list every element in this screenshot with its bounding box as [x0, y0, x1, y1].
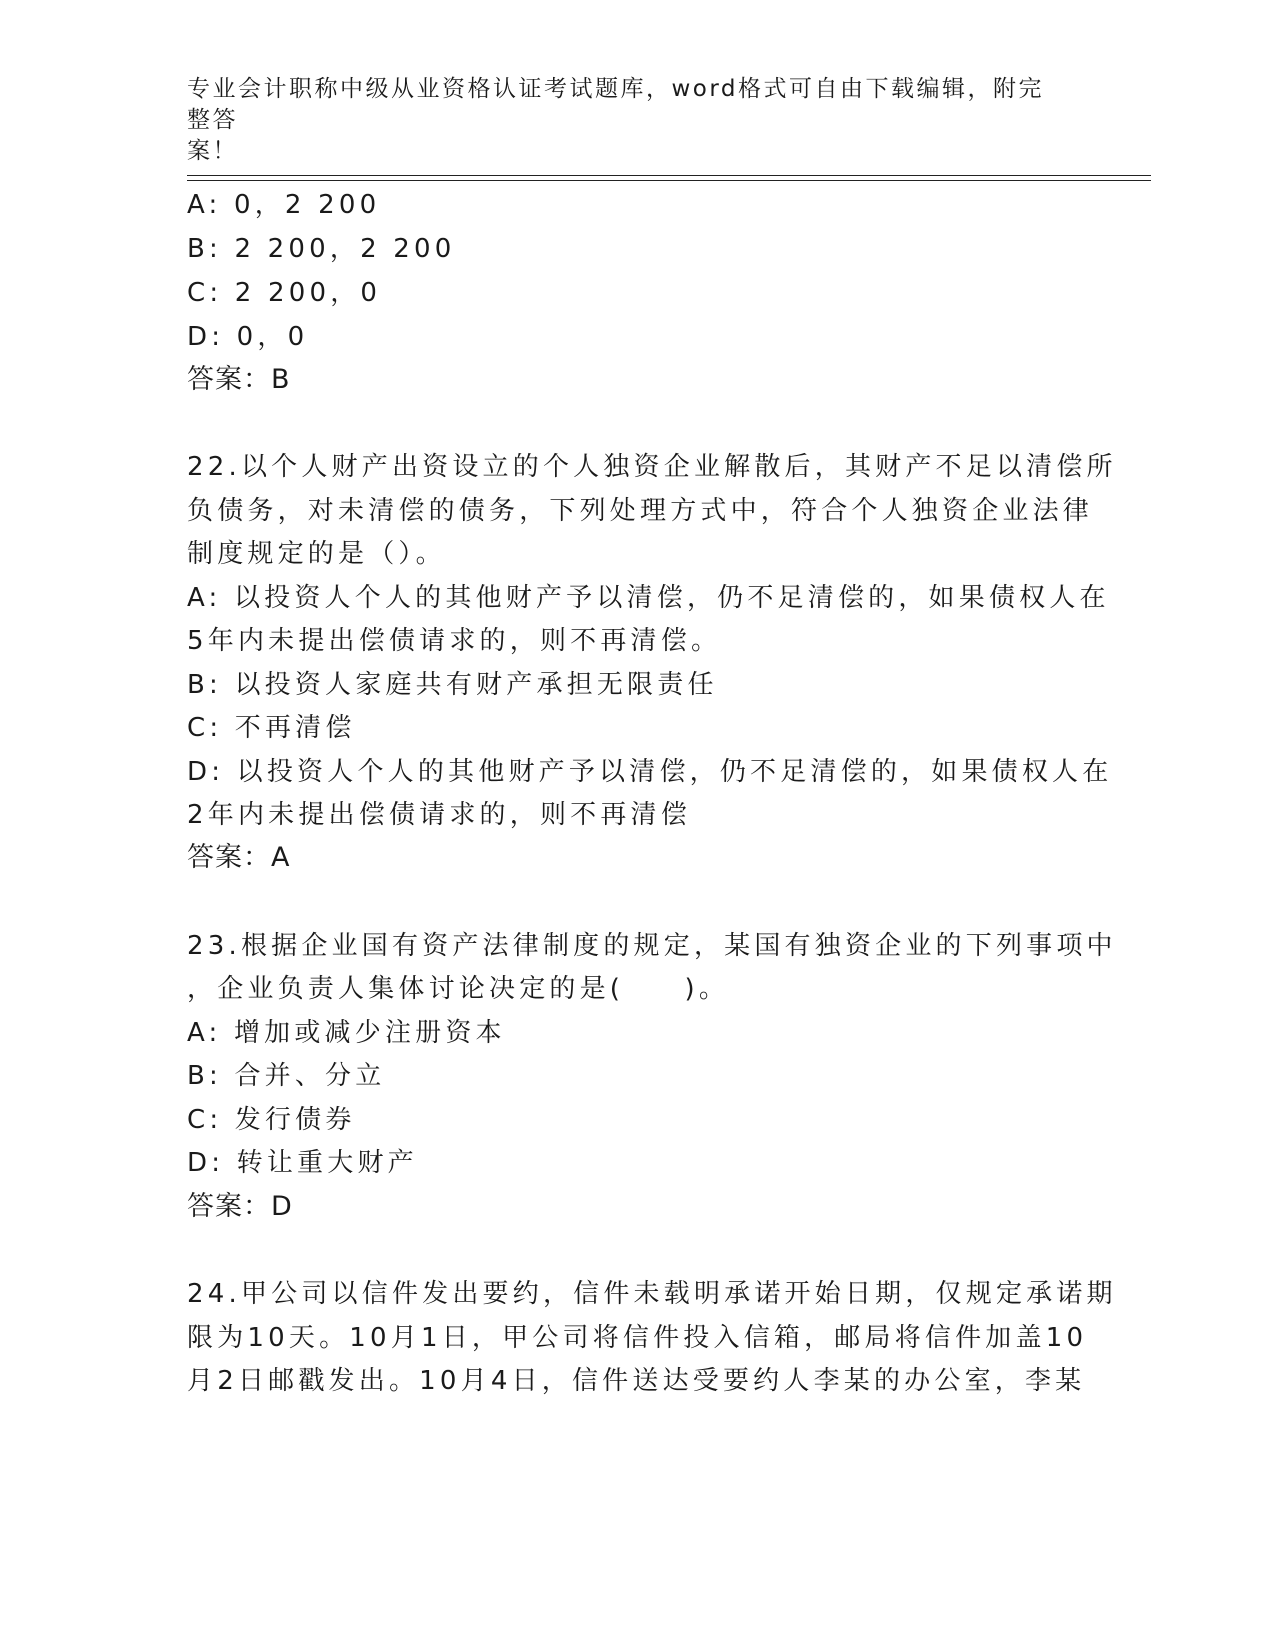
- q22-option-d-line-2: 2年内未提出偿债请求的，则不再清偿: [187, 800, 691, 830]
- q23-stem-line-1: 23.根据企业国有资产法律制度的规定，某国有独资企业的下列事项中: [187, 931, 1117, 961]
- q24-stem-line-1: 24.甲公司以信件发出要约，信件未载明承诺开始日期，仅规定承诺期: [187, 1279, 1117, 1309]
- q24-stem-line-3: 月2日邮戳发出。10月4日，信件送达受要约人李某的办公室，李某: [187, 1366, 1086, 1396]
- q22-stem-line-2: 负债务，对未清偿的债务，下列处理方式中，符合个人独资企业法律: [187, 496, 1094, 526]
- header-divider-bottom: [187, 180, 1151, 181]
- q23-option-b: B: 合并、分立: [187, 1061, 386, 1091]
- page-header: [187, 74, 1067, 167]
- prev-option-d: D: 0，0: [187, 322, 309, 352]
- header-line-2: 案！: [187, 138, 238, 164]
- q23-option-c: C: 发行债券: [187, 1105, 356, 1135]
- prev-option-b: B: 2 200，2 200: [187, 234, 456, 264]
- prev-answer: 答案：B: [187, 364, 291, 395]
- header-divider-top: [187, 175, 1151, 176]
- q23-option-a: A: 增加或减少注册资本: [187, 1018, 506, 1048]
- q23-answer: 答案：D: [187, 1191, 293, 1222]
- header-line-1: 专业会计职称中级从业资格认证考试题库，word格式可自由下载编辑，附完整答: [187, 76, 1045, 133]
- q22-stem-line-1: 22.以个人财产出资设立的个人独资企业解散后，其财产不足以清偿所: [187, 452, 1117, 482]
- prev-option-a: A: 0，2 200: [187, 190, 381, 220]
- prev-option-c: C: 2 200，0: [187, 278, 382, 308]
- q22-option-a-line-1: A: 以投资人个人的其他财产予以清偿，仍不足清偿的，如果债权人在: [187, 583, 1110, 613]
- q23-stem-line-2: ，企业负责人集体讨论决定的是( )。: [187, 974, 730, 1004]
- q22-option-d-line-1: D: 以投资人个人的其他财产予以清偿，仍不足清偿的，如果债权人在: [187, 757, 1113, 787]
- q22-option-c: C: 不再清偿: [187, 713, 356, 743]
- q23-option-d: D: 转让重大财产: [187, 1148, 418, 1178]
- q22-answer: 答案：A: [187, 842, 291, 873]
- q22-option-b: B: 以投资人家庭共有财产承担无限责任: [187, 670, 718, 700]
- q24-stem-line-2: 限为10天。10月1日，甲公司将信件投入信箱，邮局将信件加盖10: [187, 1323, 1088, 1353]
- q22-stem-line-3: 制度规定的是（）。: [187, 539, 446, 569]
- q22-option-a-line-2: 5年内未提出偿债请求的，则不再清偿。: [187, 626, 722, 656]
